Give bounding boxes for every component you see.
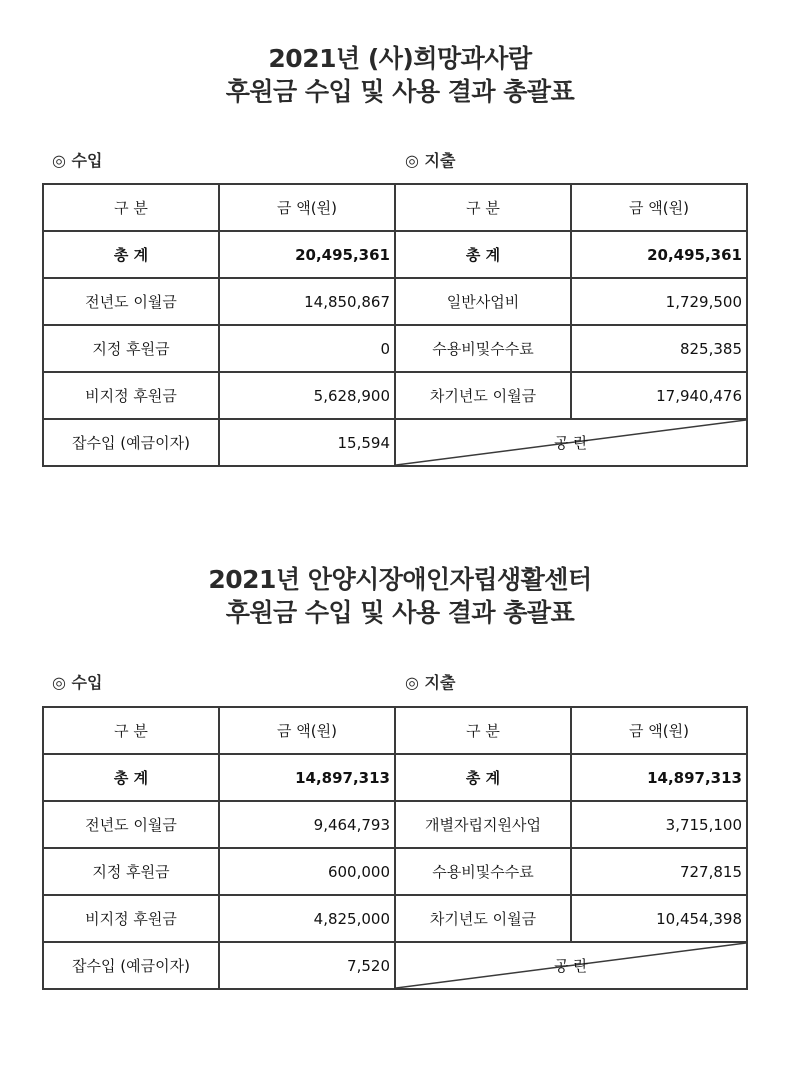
header-in-category: 구 분 (43, 707, 219, 754)
header-ex-category: 구 분 (395, 184, 571, 231)
doc2-title (0, 563, 800, 629)
ex-label: 총 계 (395, 231, 571, 278)
doc1-summary-table (42, 183, 748, 467)
table-row-misc (43, 419, 747, 466)
ex-label: 수용비및수수료 (395, 848, 571, 895)
doc1-title-line2: 후원금 수입 및 사용 결과 총괄표 (225, 77, 575, 106)
in-amount: 0 (219, 325, 395, 372)
table-row (43, 325, 747, 372)
header-ex-category: 구 분 (395, 707, 571, 754)
ex-amount: 727,815 (571, 848, 747, 895)
in-label: 잡수입 (예금이자) (43, 419, 219, 466)
ex-label: 총 계 (395, 754, 571, 801)
doc1-title-line1: 2021년 (사)희망과사람 (268, 44, 532, 73)
ex-label: 일반사업비 (395, 278, 571, 325)
header-in-amount: 금 액(원) (219, 707, 395, 754)
table-header-row (43, 707, 747, 754)
blank-label: 공 란 (554, 957, 588, 975)
header-ex-amount: 금 액(원) (571, 707, 747, 754)
doc1-title (0, 42, 800, 108)
header-in-amount: 금 액(원) (219, 184, 395, 231)
table-row (43, 372, 747, 419)
header-ex-amount: 금 액(원) (571, 184, 747, 231)
doc1-income-label: ◎ 수입 (52, 151, 103, 170)
doc2-expense-label: ◎ 지출 (405, 673, 456, 692)
in-label: 지정 후원금 (43, 325, 219, 372)
ex-label: 차기년도 이월금 (395, 372, 571, 419)
in-amount: 15,594 (219, 419, 395, 466)
ex-amount: 1,729,500 (571, 278, 747, 325)
in-label: 잡수입 (예금이자) (43, 942, 219, 989)
ex-amount: 17,940,476 (571, 372, 747, 419)
doc2-summary-table (42, 706, 748, 990)
ex-label: 차기년도 이월금 (395, 895, 571, 942)
in-label: 전년도 이월금 (43, 278, 219, 325)
table-row-misc (43, 942, 747, 989)
blank-cell (395, 942, 747, 989)
table-row (43, 895, 747, 942)
in-amount: 7,520 (219, 942, 395, 989)
in-label: 전년도 이월금 (43, 801, 219, 848)
blank-label: 공 란 (554, 434, 588, 452)
header-in-category: 구 분 (43, 184, 219, 231)
table-header-row (43, 184, 747, 231)
doc2-title-line2: 후원금 수입 및 사용 결과 총괄표 (225, 598, 575, 627)
ex-amount: 825,385 (571, 325, 747, 372)
ex-amount: 10,454,398 (571, 895, 747, 942)
in-amount: 5,628,900 (219, 372, 395, 419)
in-amount: 14,850,867 (219, 278, 395, 325)
in-label: 총 계 (43, 231, 219, 278)
table-row-total (43, 754, 747, 801)
ex-amount: 3,715,100 (571, 801, 747, 848)
in-amount: 14,897,313 (219, 754, 395, 801)
in-label: 비지정 후원금 (43, 372, 219, 419)
blank-cell (395, 419, 747, 466)
ex-amount: 14,897,313 (571, 754, 747, 801)
in-label: 지정 후원금 (43, 848, 219, 895)
in-amount: 20,495,361 (219, 231, 395, 278)
ex-label: 수용비및수수료 (395, 325, 571, 372)
table-row-total (43, 231, 747, 278)
in-amount: 9,464,793 (219, 801, 395, 848)
in-amount: 4,825,000 (219, 895, 395, 942)
ex-label: 개별자립지원사업 (395, 801, 571, 848)
doc1-expense-label: ◎ 지출 (405, 151, 456, 170)
table-row (43, 801, 747, 848)
table-row (43, 848, 747, 895)
doc2-title-line1: 2021년 안양시장애인자립생활센터 (208, 565, 592, 594)
table-row (43, 278, 747, 325)
doc2-income-label: ◎ 수입 (52, 673, 103, 692)
in-amount: 600,000 (219, 848, 395, 895)
in-label: 총 계 (43, 754, 219, 801)
in-label: 비지정 후원금 (43, 895, 219, 942)
ex-amount: 20,495,361 (571, 231, 747, 278)
